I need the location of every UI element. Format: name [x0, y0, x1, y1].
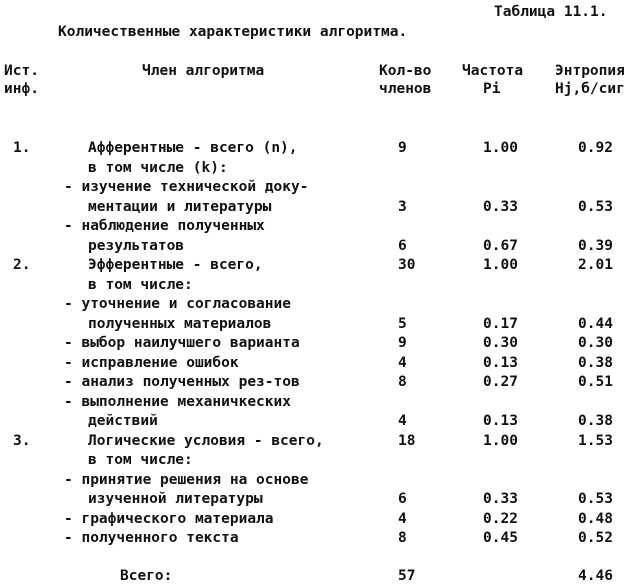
row-member-text: - полученного текста: [64, 530, 239, 546]
row-member-text: - принятие решения на основе: [64, 472, 309, 488]
row-entropy: 0.38: [578, 413, 613, 429]
row-entropy: 0.44: [578, 316, 613, 332]
row-count: 3: [398, 199, 407, 215]
row-count: 5: [398, 316, 407, 332]
row-entropy: 0.38: [578, 355, 613, 371]
column-header-member: Член алгоритма: [142, 63, 265, 79]
row-frequency: 0.67: [483, 238, 518, 254]
header-source-line2: инф.: [4, 81, 39, 97]
row-member-text: изученной литературы: [88, 491, 263, 507]
row-member-text: в том числе:: [88, 277, 193, 293]
row-member-text: - анализ полученных рез-тов: [64, 374, 300, 390]
total-label: Всего:: [120, 568, 173, 584]
total-entropy: 4.46: [578, 568, 613, 584]
header-entropy-line2: Hj,б/сиг: [555, 81, 625, 97]
row-count: 6: [398, 238, 407, 254]
row-count: 9: [398, 140, 407, 156]
row-frequency: 0.45: [483, 530, 518, 546]
row-count: 6: [398, 491, 407, 507]
row-frequency: 0.30: [483, 335, 518, 351]
row-member-text: действий: [88, 413, 158, 429]
row-count: 4: [398, 355, 407, 371]
row-frequency: 1.00: [483, 433, 518, 449]
row-count: 8: [398, 530, 407, 546]
row-entropy: 0.92: [578, 140, 613, 156]
row-member-text: - графического материала: [64, 511, 274, 527]
row-frequency: 0.33: [483, 491, 518, 507]
row-member-text: Логические условия - всего,: [88, 433, 324, 449]
row-frequency: 1.00: [483, 257, 518, 273]
row-frequency: 0.22: [483, 511, 518, 527]
row-count: 4: [398, 413, 407, 429]
row-entropy: 1.53: [578, 433, 613, 449]
row-member-text: в том числе:: [88, 452, 193, 468]
row-count: 18: [398, 433, 416, 449]
table-title: Количественные характеристики алгоритма.: [58, 24, 408, 40]
row-member-text: - выполнение механичкеских: [64, 394, 291, 410]
row-count: 8: [398, 374, 407, 390]
header-count-line1: Кол-во: [379, 63, 432, 79]
header-source-line1: Ист.: [4, 63, 39, 79]
row-frequency: 0.33: [483, 199, 518, 215]
row-number: 3.: [13, 433, 31, 449]
header-count-line2: членов: [379, 81, 432, 97]
row-entropy: 0.30: [578, 335, 613, 351]
row-frequency: 0.13: [483, 413, 518, 429]
row-entropy: 0.52: [578, 530, 613, 546]
header-entropy-line1: Энтропия: [555, 63, 625, 79]
row-member-text: - наблюдение полученных: [64, 218, 265, 234]
row-member-text: - уточнение и согласование: [64, 296, 291, 312]
row-entropy: 0.53: [578, 491, 613, 507]
row-member-text: - исправление ошибок: [64, 355, 239, 371]
row-entropy: 0.39: [578, 238, 613, 254]
row-frequency: 0.13: [483, 355, 518, 371]
row-count: 9: [398, 335, 407, 351]
row-member-text: - изучение технической доку-: [64, 179, 309, 195]
row-count: 30: [398, 257, 416, 273]
row-entropy: 0.48: [578, 511, 613, 527]
row-entropy: 0.53: [578, 199, 613, 215]
row-member-text: Афферентные - всего (n),: [88, 140, 298, 156]
row-frequency: 1.00: [483, 140, 518, 156]
header-frequency-line2: Pi: [483, 81, 501, 97]
row-member-text: полученных материалов: [88, 316, 272, 332]
row-number: 2.: [13, 257, 31, 273]
row-number: 1.: [13, 140, 31, 156]
row-entropy: 0.51: [578, 374, 613, 390]
header-frequency-line1: Частота: [462, 63, 524, 79]
row-member-text: ментации и литературы: [88, 199, 272, 215]
row-entropy: 2.01: [578, 257, 613, 273]
row-member-text: результатов: [88, 238, 185, 254]
row-frequency: 0.17: [483, 316, 518, 332]
total-count: 57: [398, 568, 416, 584]
row-count: 4: [398, 511, 407, 527]
row-frequency: 0.27: [483, 374, 518, 390]
row-member-text: - выбор наилучшего варианта: [64, 335, 300, 351]
table-number: Таблица 11.1.: [494, 4, 608, 20]
row-member-text: в том числе (k):: [88, 160, 228, 176]
row-member-text: Эфферентные - всего,: [88, 257, 263, 273]
